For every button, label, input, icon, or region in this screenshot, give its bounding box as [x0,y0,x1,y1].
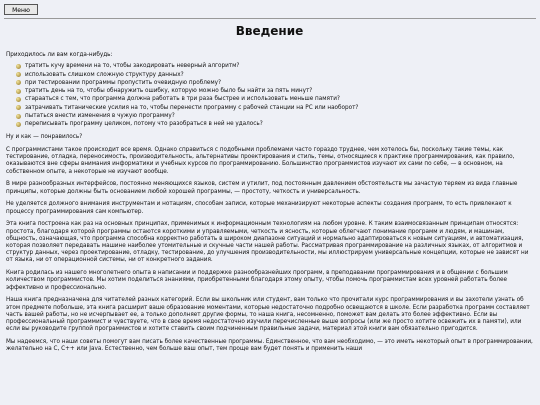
bullet-icon [16,97,21,102]
list-item-text: тратить день на то, чтобы обнаружить ошибку, которую можно было бы найти за пять минут? [25,88,313,95]
bullet-list [6,62,533,128]
paragraph: Наша книга предназначена для читателей разных категорий. Если вы школьник или студент, вам только что прочитали курс программирования и вы захотели узнать об этом предмете побольше, эта книга расширит ваше образование моментами, которые недостаточно подробно освещаются в школе. Если разработка программ составляет часть вашей работы, но не исчерпывает ее, а только дополняет другие формы, то наша книга, несомненно, поможет вам делать это более эффективно. Если вы профессиональный программист и чувствуете, что в свое время недостаточно изучили перечисленные выше вопросы (или же просто хотите освежить их в памяти), или если вы руководите группой программистов и хотите ставить своим подчиненным правильные задачи, материал этой книги вам обязательно пригодится. [6,297,530,333]
list-item-text: старааться с тем, что программа должна работать в три раза быстрее и использовать меньше памяти? [25,96,340,103]
list-item [16,120,533,128]
paragraph: Книга родилась из нашего многолетнего опыта в написании и поддержке разнообразнейших программ, в преподавании программирования и в общении с большим количеством программистов. Мы хотим поделиться знаниями, приобретенными благодаря этому опыту, чтобы помочь программистам всех уровней работать более эффективно и профессионально. [6,270,508,291]
intro-text: Приходилось ли вам когда-нибудь: [6,52,113,58]
list-item-text: пытаться внести изменения в чужую программу? [25,112,175,119]
list-item-text: использовать слишком сложную структуру данных? [25,71,184,78]
list-item [16,71,533,79]
bullet-icon [16,72,21,77]
question-text: Ну и как — понравилось? [6,134,83,141]
bullet-icon [16,64,21,69]
bullet-icon [16,114,21,119]
list-item [16,95,533,103]
bullet-icon [16,89,21,94]
menu-button[interactable]: Меню [4,4,38,15]
list-item-text: тратить кучу времени на то, чтобы закодировать неверный алгоритм? [25,63,240,70]
article-body [6,20,533,353]
paragraph: Мы надеемся, что наши советы помогут вам писать более качественные программы. Единственное, что вам необходимо, — это иметь некоторый опыт в программировании, желательно на C, C++ или Java. Естественно, чем больше ваш опыт, тем проще вам будет понять и применить наши [6,339,533,353]
list-item-text: затрачивать титанические усилия на то, чтобы перенести программу с рабочей станции на PC или наоборот? [25,104,359,111]
bullet-icon [16,80,21,85]
list-item-text: при тестировании программы пропустить очевидную проблему? [25,79,222,86]
list-item-text: переписывать программу целиком, потому что разобраться в ней не удалось? [25,121,263,128]
list-item [16,62,533,70]
header-divider [4,18,536,19]
list-item [16,87,533,95]
bullet-icon [16,122,21,127]
bullet-icon [16,105,21,110]
paragraph: С программистами такое происходит все время. Однако справиться с подобными проблемами часто гораздо труднее, чем хотелось бы, поскольку такие темы, как тестирование, отладка, переносимость, производительность, альтернативы проектирования и стиль, темы, относящиеся к практике программирования, как правило, оказываются вне сферы внимания информатики и учебных курсов по программированию. Большинство программистов изучают их сами по себе, — в основном, на собственном опыте, а некоторые не изучают вообще. [6,146,515,175]
paragraph: В мире разнообразных интерфейсов, постоянно меняющихся языков, систем и утилит, под постоянным давлением обстоятельств мы зачастую теряем из вида главные принципы, которые должны быть основанием любой хорошей программы, — простоту, четкость и универсальность. [6,181,518,195]
list-item [16,104,533,112]
paragraph: Не уделяется должного внимания инструментам и нотациям, способам записи, которые механизируют некоторые аспекты создания программ, то есть привлекают к процессу программирования сам компьютер. [6,201,512,215]
list-item [16,79,533,87]
page-title: Введение [235,24,304,38]
paragraph: Эта книга построена как раз на основных принципах, применимых к информационным технологиям на любом уровне. К таким взаимосвязанным принципам относятся: простота, благодаря которой программы остаются короткими и управляемыми, четкость и ясность, которые облегчают понимание программ и людям, и машинам, общность, означающая, что программа способна корректно работать в широком диапазоне ситуаций и нормально адаптироваться к новым ситуациям, и автоматизация, которая позволяет передавать машине наиболее утомительные и скучные части нашей работы. Рассматривая программирование на различных языках, от алгоритмов и структур данных, через проектирование, отладку, тестирование, до улучшения производительности, мы иллюстрируем универсальные концепции, которые не зависят ни от языка, ни от операционной системы, ни от конкретного задания. [6,221,529,264]
list-item [16,112,533,120]
